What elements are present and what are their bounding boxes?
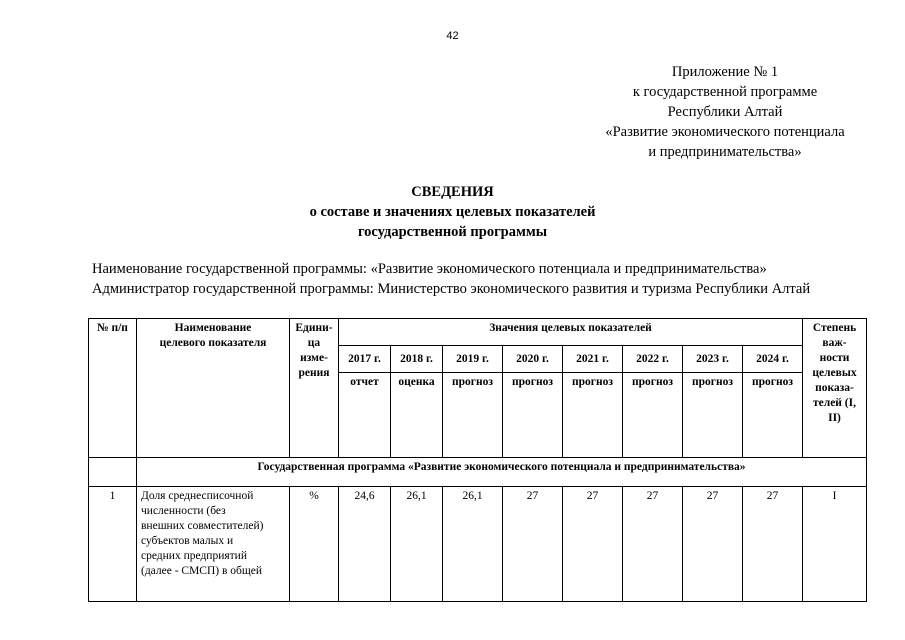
row-value: 27 (563, 487, 623, 602)
program-row-empty (89, 458, 137, 487)
appendix-line: к государственной программе (632, 84, 818, 100)
header-number-label: № п/п (97, 322, 128, 334)
program-row (89, 458, 867, 487)
header-unit-line: Едини- (295, 322, 333, 334)
year-cell: 2018 г. (391, 346, 443, 373)
year-cell: 2022 г. (623, 346, 683, 373)
indicator-name-line: внешних совместителей) (141, 520, 264, 532)
document-heading (0, 182, 905, 242)
row-number: 1 (89, 487, 137, 602)
row-value: 27 (503, 487, 563, 602)
indicators-table (88, 318, 867, 602)
status-cell: отчет (339, 373, 391, 458)
appendix-line: «Развитие экономического потенциала (605, 124, 845, 140)
indicator-name-line: средних предприятий (141, 550, 247, 562)
header-number (89, 319, 137, 458)
row-value: 27 (623, 487, 683, 602)
header-importance-line: телей (I, (813, 397, 856, 409)
header-unit-line: ца (307, 337, 321, 349)
status-cell: оценка (391, 373, 443, 458)
year-cell: 2024 г. (743, 346, 803, 373)
program-name: Наименование государственной программы: «Развитие экономического потенциала и предпринимательства» (92, 261, 767, 277)
program-row-title: Государственная программа «Развитие экономического потенциала и предпринимательства» (137, 458, 867, 487)
header-unit-line: рения (298, 367, 330, 379)
year-cell: 2020 г. (503, 346, 563, 373)
status-cell: прогноз (623, 373, 683, 458)
appendix-block (590, 62, 860, 162)
appendix-line: Республики Алтай (667, 104, 783, 120)
year-cell: 2021 г. (563, 346, 623, 373)
year-cell: 2017 г. (339, 346, 391, 373)
row-unit: % (290, 487, 339, 602)
header-importance-line: важ- (822, 337, 847, 349)
appendix-line: Приложение № 1 (671, 64, 779, 80)
year-cell: 2023 г. (683, 346, 743, 373)
status-cell: прогноз (443, 373, 503, 458)
header-importance-line: ности (819, 352, 850, 364)
header-importance-line: показа- (815, 382, 854, 394)
row-indicator-name (137, 487, 290, 602)
header-name-line: целевого показателя (159, 337, 267, 349)
page-number: 42 (446, 30, 459, 42)
header-importance-line: Степень (812, 322, 857, 334)
status-cell: прогноз (563, 373, 623, 458)
table-row (89, 487, 867, 602)
header-unit-line: изме- (300, 352, 328, 364)
header-importance-line: II) (828, 412, 841, 424)
header-name-line: Наименование (174, 322, 252, 334)
header-indicator-name (137, 319, 290, 458)
header-importance-line: целевых (812, 367, 857, 379)
heading-subtitle: о составе и значениях целевых показателей (309, 204, 596, 220)
row-value: 26,1 (443, 487, 503, 602)
program-administrator: Администратор государственной программы: Министерство экономического развития и туризма Республики Алтай (92, 281, 811, 297)
program-meta (92, 259, 872, 299)
header-importance (803, 319, 867, 458)
indicator-name-line: численности (без (141, 505, 226, 517)
heading-subtitle-2: государственной программы (357, 224, 548, 240)
header-values (339, 319, 803, 346)
year-cell: 2019 г. (443, 346, 503, 373)
status-cell: прогноз (683, 373, 743, 458)
row-value: 24,6 (339, 487, 391, 602)
table-header-row (89, 319, 867, 346)
indicator-name-line: субъектов малых и (141, 535, 234, 547)
appendix-line: и предпринимательства» (648, 144, 802, 160)
indicator-name-line: Доля среднесписочной (141, 490, 254, 502)
heading-title: СВЕДЕНИЯ (411, 184, 494, 200)
row-importance: I (803, 487, 867, 602)
row-value: 27 (743, 487, 803, 602)
header-values-label: Значения целевых показателей (489, 322, 652, 334)
row-value: 26,1 (391, 487, 443, 602)
status-cell: прогноз (503, 373, 563, 458)
indicator-name-line: (далее - СМСП) в общей (141, 565, 263, 577)
header-unit (290, 319, 339, 458)
row-value: 27 (683, 487, 743, 602)
status-cell: прогноз (743, 373, 803, 458)
